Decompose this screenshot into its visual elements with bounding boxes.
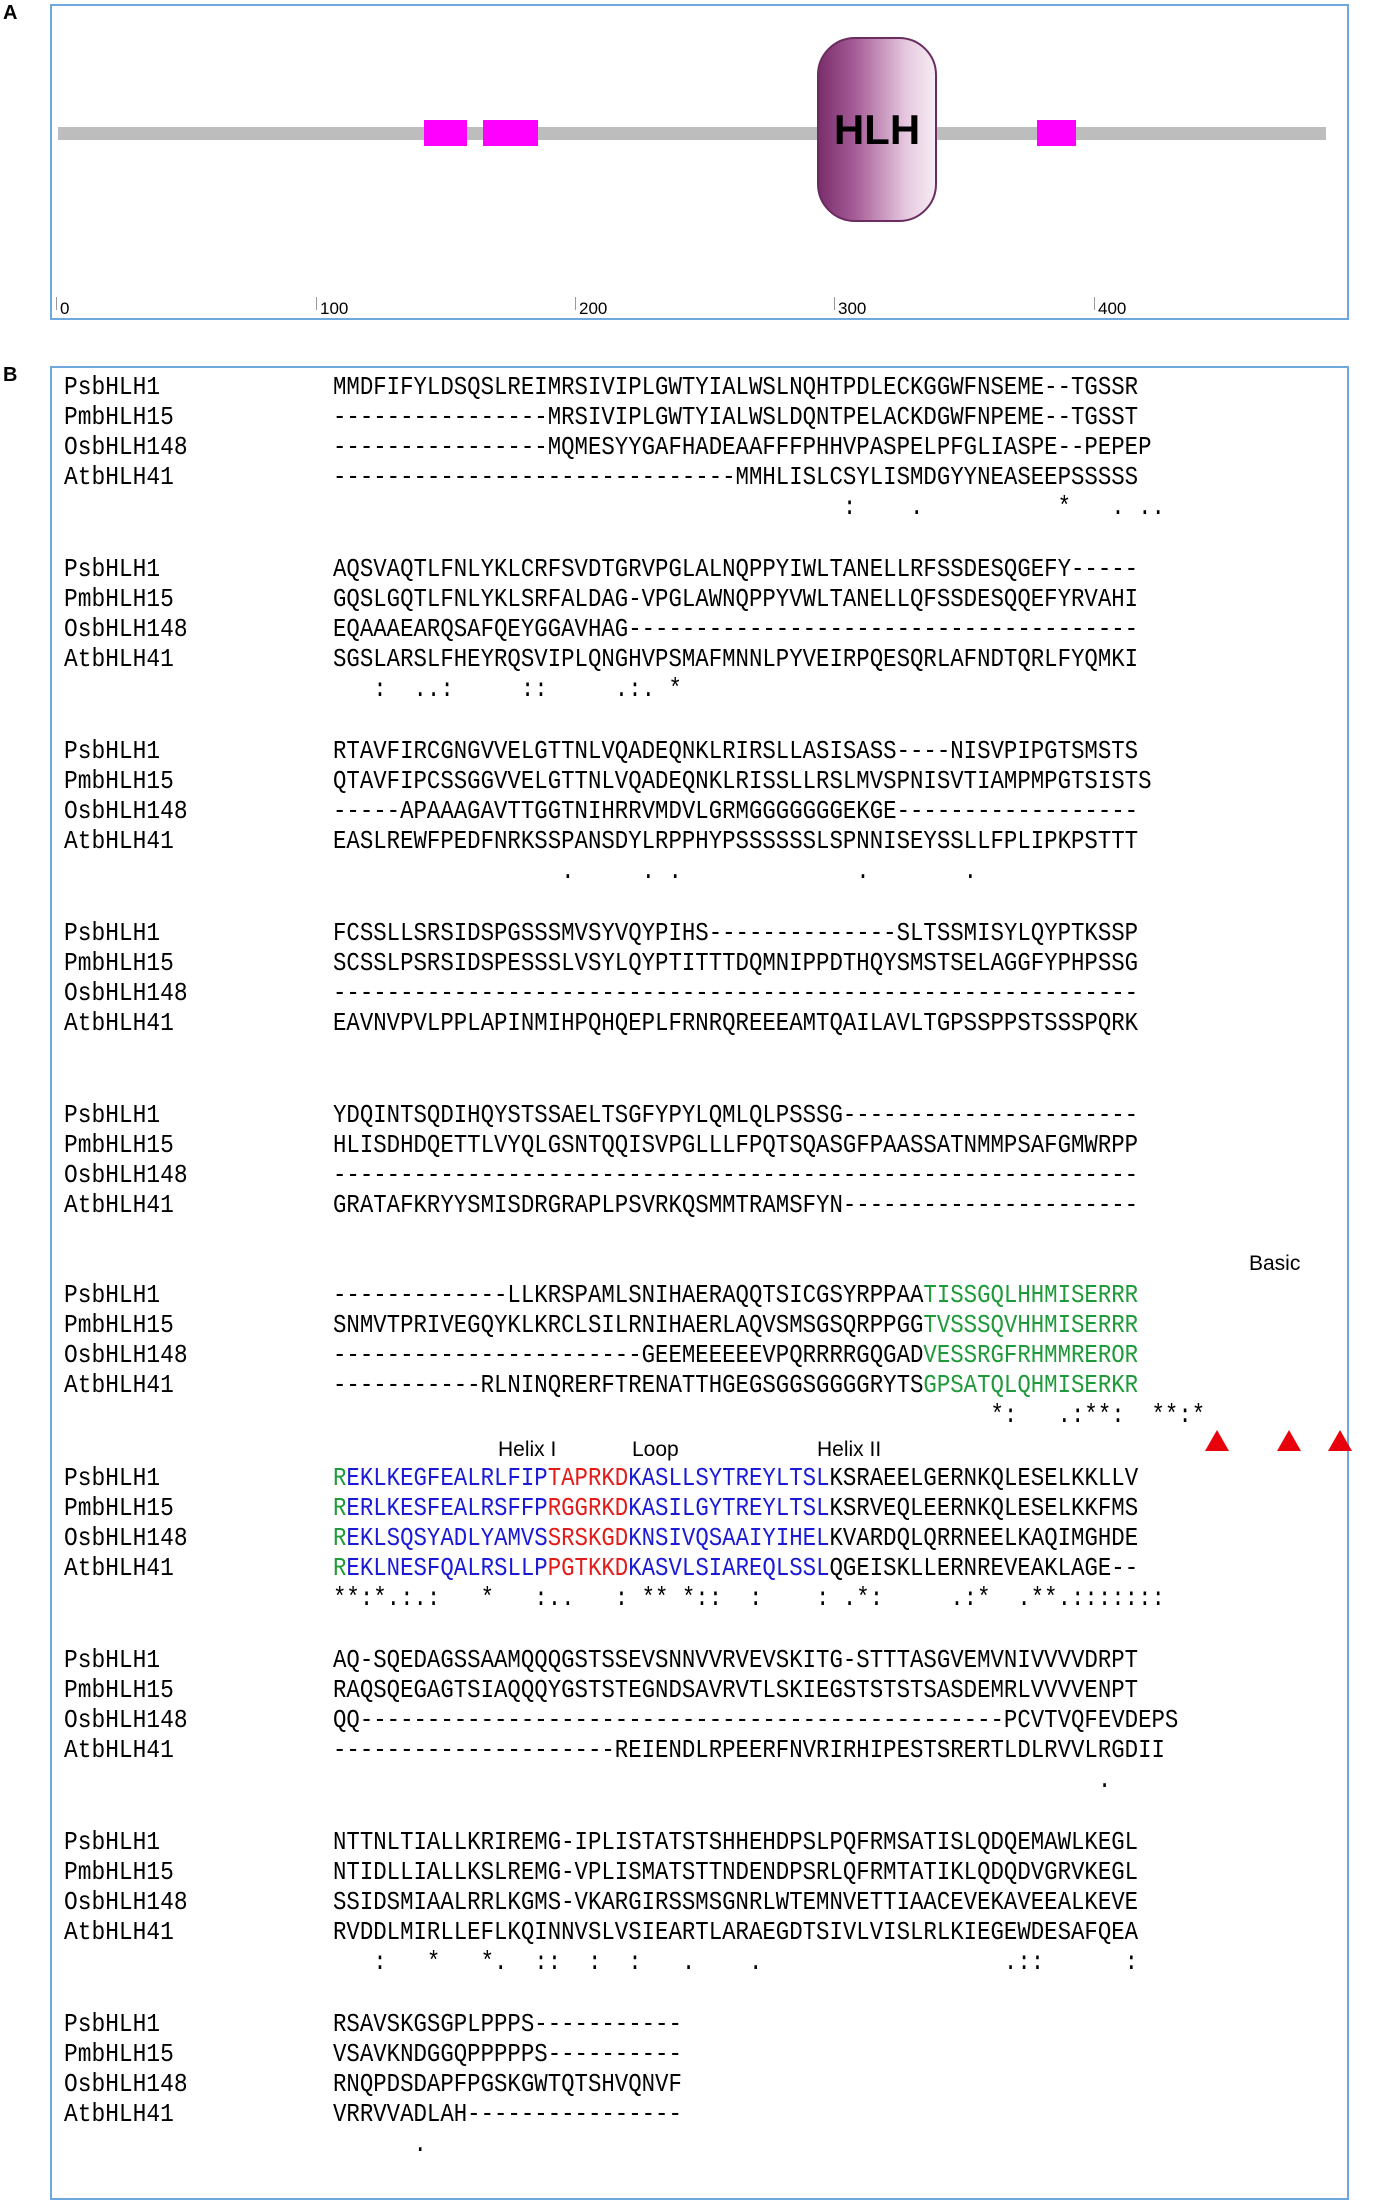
sequence-row: AQ-SQEDAGSSAAMQQQGSTSSEVSNNVVRVEVSKITG-STTTASGVEMVNIVVVVDRPT xyxy=(333,1645,1139,1675)
row-label: PmbHLH15 xyxy=(64,1493,174,1523)
consensus-row: : * *. :: : : . . .:: : xyxy=(333,1947,1139,1977)
sequence-row: ------------------------------MMHLISLCSYLISMDGYYNEASEEPSSSSS xyxy=(333,462,1139,492)
axis-label-0: 0 xyxy=(60,299,70,318)
sequence-segment: QGEISKLLERNREVEAKLAGE-- xyxy=(829,1553,1139,1583)
row-label: PsbHLH1 xyxy=(64,918,161,948)
sequence-row: GRATAFKRYYSMISDRGRAPLPSVRKQSMMTRAMSFYN---------------------- xyxy=(333,1190,1139,1220)
row-label: PmbHLH15 xyxy=(64,1310,174,1340)
sequence-segment: -------------LLKRSPAMLSNIHAERAQQTSICGSYRPPAA xyxy=(333,1280,924,1310)
row-label: PmbHLH15 xyxy=(64,1857,174,1887)
basic-region-label: Basic xyxy=(1249,1252,1301,1275)
sequence-row: VSAVKNDGGQPPPPPS---------- xyxy=(333,2039,682,2069)
row-label: OsbHLH148 xyxy=(64,1340,188,1370)
helix-1-segment: EKLSQSYADLYAMVS xyxy=(346,1523,548,1553)
sequence-row: RAQSQEGAGTSIAQQQYGSTSTEGNDSAVRVTLSKIEGSTSTSTSASDEMRLVVVVENPT xyxy=(333,1675,1139,1705)
sequence-segment: KSRVEQLEERNKQLESELKKFMS xyxy=(829,1493,1139,1523)
row-label: AtbHLH41 xyxy=(64,826,174,856)
sequence-row: ----------------MRSIVIPLGWTYIALWSLDQNTPELACKDGWFNPEME--TGSST xyxy=(333,402,1139,432)
hlh-domain xyxy=(817,37,937,222)
loop-segment: RGGRKD xyxy=(547,1493,629,1523)
sequence-segment: SNMVTPRIVEGQYKLKRCLSILRNIHAERLAQVSMSGSQRPPGG xyxy=(333,1310,924,1340)
helix-2-segment: KASVLSIAREQLSSL xyxy=(628,1553,830,1583)
row-label: OsbHLH148 xyxy=(64,978,188,1008)
loop-segment: TAPRKD xyxy=(547,1463,629,1493)
axis-tick-200 xyxy=(575,297,576,310)
sequence-segment: KSRAEELGERNKQLESELKKLLV xyxy=(829,1463,1139,1493)
row-label: PmbHLH15 xyxy=(64,584,174,614)
consensus-row: **:*.:.: * :.. : ** *:: : : .*: .:* .**.::::::: xyxy=(333,1583,1165,1613)
row-label: PmbHLH15 xyxy=(64,1675,174,1705)
row-label: PsbHLH1 xyxy=(64,1463,161,1493)
consensus-row: : . * . .. xyxy=(333,492,1165,522)
basic-region-segment: R xyxy=(333,1463,347,1493)
hlh-domain-label: HLH xyxy=(833,105,921,153)
row-label: OsbHLH148 xyxy=(64,1523,188,1553)
basic-region-segment: VESSRGFRHMMREROR xyxy=(923,1340,1139,1370)
sequence-row xyxy=(333,1280,1138,1310)
helix-2-label: Helix II xyxy=(817,1438,882,1461)
sequence-row: SGSLARSLFHEYRQSVIPLQNGHVPSMAFMNNLPYVEIRPQESQRLAFNDTQRLFYQMKI xyxy=(333,644,1139,674)
row-label: PsbHLH1 xyxy=(64,1280,161,1310)
row-label: AtbHLH41 xyxy=(64,462,174,492)
domain-diagram-panel xyxy=(50,4,1349,320)
helix-1-label: Helix I xyxy=(498,1438,557,1461)
sequence-row xyxy=(333,1463,1138,1493)
sequence-row: MMDFIFYLDSQSLREIMRSIVIPLGWTYIALWSLNQHTPDLECKGGWFNSEME--TGSSR xyxy=(333,372,1139,402)
row-label: OsbHLH148 xyxy=(64,796,188,826)
sequence-row: ------------------------------------------------------------ xyxy=(333,978,1139,1008)
row-label: PsbHLH1 xyxy=(64,2009,161,2039)
sequence-segment: -----------RLNINQRERFTRENATTHGEGSGGSGGGGRYTS xyxy=(333,1370,924,1400)
row-label: PsbHLH1 xyxy=(64,1645,161,1675)
sequence-row: SCSSLPSRSIDSPESSSLVSYLQYPTITTTDQMNIPPDTHQYSMSTSELAGGFYPHPSSG xyxy=(333,948,1139,978)
sequence-segment: -----------------------GEEMEEEEEVPQRRRRGQGAD xyxy=(333,1340,924,1370)
row-label: AtbHLH41 xyxy=(64,1917,174,1947)
motif-box-3 xyxy=(1037,120,1076,146)
sequence-row: RNQPDSDAPFPGSKGWTQTSHVQNVF xyxy=(333,2069,682,2099)
row-label: AtbHLH41 xyxy=(64,2099,174,2129)
helix-2-segment: KASILGYTREYLTSL xyxy=(628,1493,830,1523)
conserved-residue-arrow xyxy=(1277,1430,1301,1451)
row-label: AtbHLH41 xyxy=(64,1553,174,1583)
row-label: PmbHLH15 xyxy=(64,1130,174,1160)
loop-label: Loop xyxy=(632,1438,679,1461)
sequence-row: YDQINTSQDIHQYSTSSAELTSGFYPYLQMLQLPSSSG---------------------- xyxy=(333,1100,1139,1130)
row-label: PmbHLH15 xyxy=(64,948,174,978)
sequence-row: AQSVAQTLFNLYKLCRFSVDTGRVPGLALNQPPYIWLTANELLRFSSDESQGEFY----- xyxy=(333,554,1139,584)
axis-tick-400 xyxy=(1094,297,1095,310)
row-label: AtbHLH41 xyxy=(64,1190,174,1220)
sequence-row: HLISDHDQETTLVYQLGSNTQQISVPGLLLFPQTSQASGFPAASSATNMMPSAFGMWRPP xyxy=(333,1130,1139,1160)
protein-backbone xyxy=(58,127,1326,140)
sequence-row: SSIDSMIAALRRLKGMS-VKARGIRSSMSGNRLWTEMNVETTIAACEVEKAVEEALKEVE xyxy=(333,1887,1139,1917)
row-label: OsbHLH148 xyxy=(64,1160,188,1190)
consensus-row: *: .:**: **:* xyxy=(333,1400,1206,1430)
axis-tick-300 xyxy=(834,297,835,310)
row-label: OsbHLH148 xyxy=(64,1887,188,1917)
sequence-row: EAVNVPVLPPLAPINMIHPQHQEPLFRNRQREEEAMTQAILAVLTGPSSPPSTSSSPQRK xyxy=(333,1008,1139,1038)
axis-tick-100 xyxy=(316,297,317,310)
axis-label-200: 200 xyxy=(579,299,608,318)
motif-box-1 xyxy=(424,120,467,146)
basic-region-segment: R xyxy=(333,1523,347,1553)
sequence-row: RTAVFIRCGNGVVELGTTNLVQADEQNKLRIRSLLASISASS----NISVPIPGTSMSTS xyxy=(333,736,1139,766)
row-label: PsbHLH1 xyxy=(64,736,161,766)
row-label: PmbHLH15 xyxy=(64,402,174,432)
row-label: OsbHLH148 xyxy=(64,2069,188,2099)
panel-a-label: A xyxy=(3,2,18,24)
helix-1-segment: EKLKEGFEALRLFIP xyxy=(346,1463,548,1493)
row-label: OsbHLH148 xyxy=(64,614,188,644)
row-label: PsbHLH1 xyxy=(64,554,161,584)
axis-label-100: 100 xyxy=(320,299,349,318)
sequence-row: EQAAAEARQSAFQEYGGAVHAG-------------------------------------- xyxy=(333,614,1139,644)
sequence-row: ----------------MQMESYYGAFHADEAAFFFPHHVPASPELPFGLIASPE--PEPEP xyxy=(333,432,1152,462)
consensus-row: . . . . . xyxy=(333,856,978,886)
row-label: AtbHLH41 xyxy=(64,644,174,674)
helix-1-segment: EKLNESFQALRSLLP xyxy=(346,1553,548,1583)
sequence-row: VRRVVADLAH---------------- xyxy=(333,2099,682,2129)
sequence-row xyxy=(333,1310,1138,1340)
sequence-row: NTIDLLIALLKSLREMG-VPLISMATSTTNDENDPSRLQFRMTATIKLQDQDVGRVKEGL xyxy=(333,1857,1139,1887)
sequence-row: -----APAAAGAVTTGGTNIHRRVMDVLGRMGGGGGGGEKGE------------------ xyxy=(333,796,1139,826)
sequence-row: QQ------------------------------------------------PCVTVQFEVDEPS xyxy=(333,1705,1179,1735)
sequence-row: QTAVFIPCSSGGVVELGTTNLVQADEQNKLRISSLLRSLMVSPNISVTIAMPMPGTSISTS xyxy=(333,766,1152,796)
row-label: AtbHLH41 xyxy=(64,1008,174,1038)
sequence-row: RVDDLMIRLLEFLKQINNVSLVSIEARTLARAEGDTSIVLVISLRLKIEGEWDESAFQEA xyxy=(333,1917,1139,1947)
sequence-row xyxy=(333,1523,1138,1553)
consensus-row: : ..: :: .:. * xyxy=(333,674,682,704)
sequence-row: ------------------------------------------------------------ xyxy=(333,1160,1139,1190)
sequence-row: NTTNLTIALLKRIREMG-IPLISTATSTSHHEHDPSLPQFRMSATISLQDQEMAWLKEGL xyxy=(333,1827,1139,1857)
sequence-row: FCSSLLSRSIDSPGSSSMVSYVQYPIHS--------------SLTSSMISYLQYPTKSSP xyxy=(333,918,1139,948)
sequence-row: ---------------------REIENDLRPEERFNVRIRHIPESTSRERTLDLRVVLRGDII xyxy=(333,1735,1165,1765)
basic-region-segment: TISSGQLHHMISERRR xyxy=(923,1280,1139,1310)
motif-box-2 xyxy=(483,120,538,146)
sequence-row: RSAVSKGSGPLPPPS----------- xyxy=(333,2009,682,2039)
row-label: PmbHLH15 xyxy=(64,766,174,796)
loop-segment: PGTKKD xyxy=(547,1553,629,1583)
panel-b-label: B xyxy=(3,364,18,386)
row-label: PmbHLH15 xyxy=(64,2039,174,2069)
row-label: PsbHLH1 xyxy=(64,1827,161,1857)
consensus-row: . xyxy=(333,1765,1112,1795)
row-label: OsbHLH148 xyxy=(64,432,188,462)
conserved-residue-arrow xyxy=(1205,1430,1229,1451)
row-label: OsbHLH148 xyxy=(64,1705,188,1735)
row-label: AtbHLH41 xyxy=(64,1370,174,1400)
sequence-row: EASLREWFPEDFNRKSSPANSDYLRPPHYPSSSSSSLSPNNISEYSSLLFPLIPKPSTTT xyxy=(333,826,1139,856)
loop-segment: SRSKGD xyxy=(547,1523,629,1553)
helix-1-segment: ERLKESFEALRSFFP xyxy=(346,1493,548,1523)
sequence-row xyxy=(333,1493,1138,1523)
sequence-row xyxy=(333,1553,1138,1583)
axis-tick-0 xyxy=(56,297,57,310)
sequence-row xyxy=(333,1340,1138,1370)
basic-region-segment: R xyxy=(333,1553,347,1583)
sequence-segment: KVARDQLQRRNEELKAQIMGHDE xyxy=(829,1523,1139,1553)
conserved-residue-arrow xyxy=(1328,1430,1352,1451)
sequence-alignment-panel xyxy=(50,366,1349,2200)
axis-label-400: 400 xyxy=(1098,299,1127,318)
row-label: PsbHLH1 xyxy=(64,372,161,402)
basic-region-segment: GPSATQLQHMISERKR xyxy=(923,1370,1139,1400)
axis-label-300: 300 xyxy=(838,299,867,318)
helix-2-segment: KASLLSYTREYLTSL xyxy=(628,1463,830,1493)
sequence-row xyxy=(333,1370,1138,1400)
basic-region-segment: TVSSSQVHHMISERRR xyxy=(923,1310,1139,1340)
sequence-row: GQSLGQTLFNLYKLSRFALDAG-VPGLAWNQPPYVWLTANELLQFSSDESQQEFYRVAHI xyxy=(333,584,1139,614)
basic-region-segment: R xyxy=(333,1493,347,1523)
row-label: PsbHLH1 xyxy=(64,1100,161,1130)
row-label: AtbHLH41 xyxy=(64,1735,174,1765)
helix-2-segment: KNSIVQSAAIYIHEL xyxy=(628,1523,830,1553)
consensus-row: . xyxy=(333,2129,427,2159)
